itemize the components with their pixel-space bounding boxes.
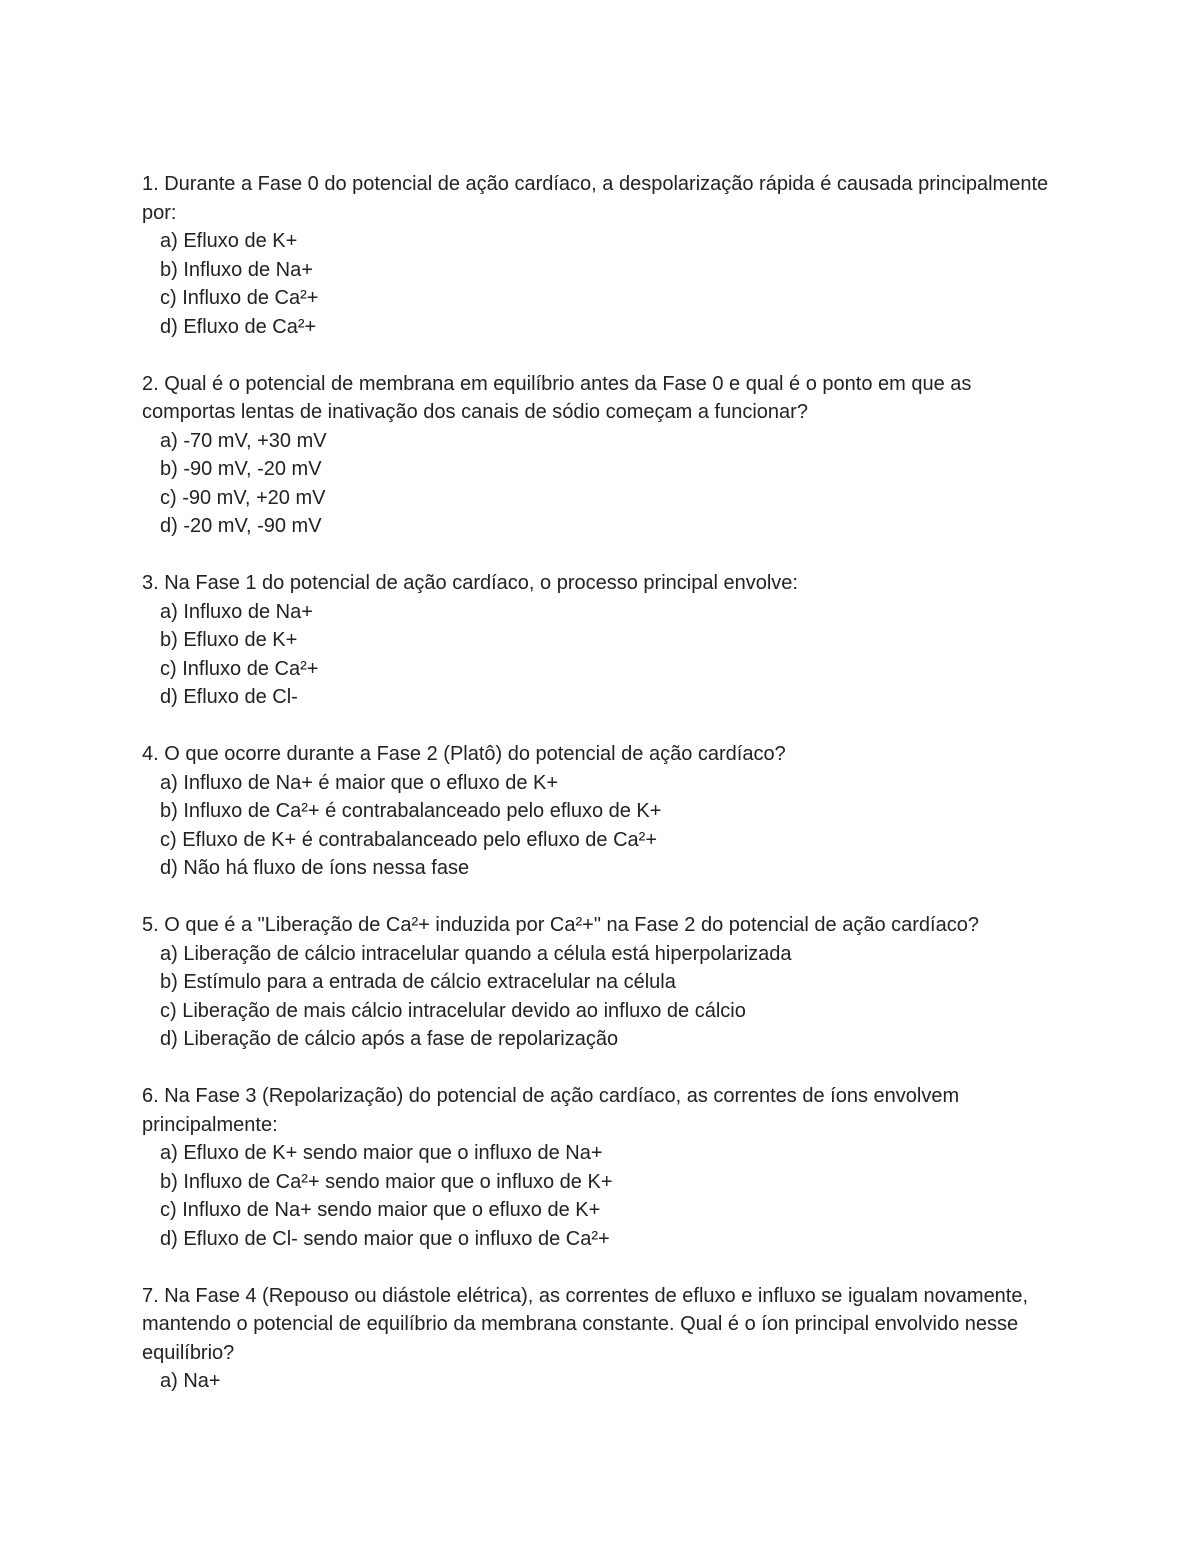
question-1 bbox=[142, 170, 1062, 341]
option-b: b) Influxo de Ca²+ sendo maior que o influxo de K+ bbox=[160, 1170, 613, 1193]
option-c: c) -90 mV, +20 mV bbox=[160, 486, 326, 509]
option-a: a) Na+ bbox=[160, 1370, 221, 1392]
option-d: d) Não há fluxo de íons nessa fase bbox=[160, 857, 470, 879]
option-d: d) -20 mV, -90 mV bbox=[160, 515, 322, 537]
question-text: 6. Na Fase 3 (Repolarização) do potencial de ação cardíaco, as correntes de íons envolvem principalmente: bbox=[142, 1085, 960, 1136]
option-c: c) Influxo de Ca²+ bbox=[160, 287, 319, 309]
question-text: 4. O que ocorre durante a Fase 2 (Platô) do potencial de ação cardíaco? bbox=[142, 743, 786, 765]
option-b: b) Efluxo de K+ bbox=[160, 629, 298, 651]
option-b: b) Influxo de Na+ bbox=[160, 258, 313, 281]
option-a: a) Influxo de Na+ é maior que o efluxo de K+ bbox=[160, 771, 559, 794]
option-d: d) Efluxo de Ca²+ bbox=[160, 315, 317, 338]
question-text: 1. Durante a Fase 0 do potencial de ação cardíaco, a despolarização rápida é causada principalmente por: bbox=[142, 173, 1049, 224]
question-2 bbox=[142, 370, 1062, 541]
question-6 bbox=[142, 1082, 1062, 1253]
question-text: 2. Qual é o potencial de membrana em equilíbrio antes da Fase 0 e qual é o ponto em que as comportas lentas de inativação dos canais de sódio começam a funcionar? bbox=[142, 372, 972, 423]
option-c: c) Influxo de Na+ sendo maior que o efluxo de K+ bbox=[160, 1199, 601, 1221]
option-a: a) Efluxo de K+ bbox=[160, 230, 298, 252]
option-b: b) Estímulo para a entrada de cálcio extracelular na célula bbox=[160, 971, 676, 993]
options-list bbox=[142, 940, 1062, 1054]
question-text: 5. O que é a "Liberação de Ca²+ induzida por Ca²+" na Fase 2 do potencial de ação cardíaco? bbox=[142, 914, 979, 936]
question-text: 3. Na Fase 1 do potencial de ação cardíaco, o processo principal envolve: bbox=[142, 572, 798, 594]
option-c: c) Influxo de Ca²+ bbox=[160, 657, 319, 680]
question-7 bbox=[142, 1282, 1062, 1396]
option-d: d) Liberação de cálcio após a fase de repolarização bbox=[160, 1028, 619, 1050]
option-a: a) Influxo de Na+ bbox=[160, 600, 313, 623]
question-3 bbox=[142, 569, 1062, 712]
option-c: c) Liberação de mais cálcio intracelular devido ao influxo de cálcio bbox=[160, 999, 746, 1022]
option-b: b) -90 mV, -20 mV bbox=[160, 458, 322, 480]
option-b: b) Influxo de Ca²+ é contrabalanceado pelo efluxo de K+ bbox=[160, 800, 662, 822]
option-a: a) -70 mV, +30 mV bbox=[160, 429, 327, 452]
document-page bbox=[142, 170, 1062, 1424]
options-list bbox=[142, 769, 1062, 883]
options-list bbox=[142, 227, 1062, 341]
question-5 bbox=[142, 911, 1062, 1054]
question-4 bbox=[142, 740, 1062, 883]
options-list bbox=[142, 598, 1062, 712]
option-c: c) Efluxo de K+ é contrabalanceado pelo efluxo de Ca²+ bbox=[160, 828, 657, 851]
option-a: a) Efluxo de K+ sendo maior que o influxo de Na+ bbox=[160, 1142, 603, 1164]
option-d: d) Efluxo de Cl- bbox=[160, 686, 298, 708]
options-list bbox=[142, 1139, 1062, 1253]
question-text: 7. Na Fase 4 (Repouso ou diástole elétrica), as correntes de efluxo e influxo se igualam novamente, mantendo o potencial de equilíbrio da membrana constante. Qual é o íon principal envolvido nesse equilíbrio? bbox=[142, 1284, 1029, 1364]
option-d: d) Efluxo de Cl- sendo maior que o influxo de Ca²+ bbox=[160, 1227, 610, 1250]
options-list bbox=[142, 427, 1062, 541]
options-list bbox=[142, 1367, 1062, 1396]
option-a: a) Liberação de cálcio intracelular quando a célula está hiperpolarizada bbox=[160, 942, 792, 965]
